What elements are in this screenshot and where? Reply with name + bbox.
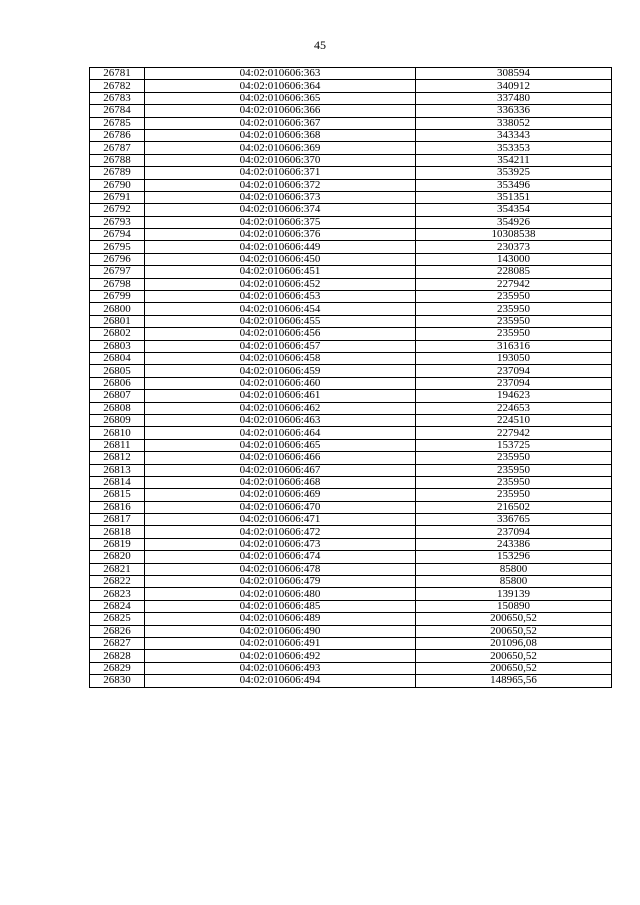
cadastral-value-cell: 235950 xyxy=(416,315,612,327)
row-number-cell: 26802 xyxy=(90,328,145,340)
cadastral-value-cell: 235950 xyxy=(416,303,612,315)
row-number-cell: 26785 xyxy=(90,117,145,129)
cadastral-value-cell: 336336 xyxy=(416,105,612,117)
cadastral-value-cell: 237094 xyxy=(416,365,612,377)
table-row xyxy=(90,142,612,154)
cadastral-number-cell: 04:02:010606:474 xyxy=(145,551,416,563)
cadastral-value-cell: 316316 xyxy=(416,340,612,352)
table-row xyxy=(90,452,612,464)
cadastral-value-cell: 354926 xyxy=(416,216,612,228)
row-number-cell: 26818 xyxy=(90,526,145,538)
row-number-cell: 26822 xyxy=(90,576,145,588)
page-number: 45 xyxy=(314,38,326,52)
cadastral-number-cell: 04:02:010606:451 xyxy=(145,266,416,278)
row-number-cell: 26806 xyxy=(90,377,145,389)
table-row xyxy=(90,551,612,563)
row-number-cell: 26808 xyxy=(90,402,145,414)
cadastral-number-cell: 04:02:010606:478 xyxy=(145,563,416,575)
row-number-cell: 26795 xyxy=(90,241,145,253)
row-number-cell: 26825 xyxy=(90,613,145,625)
table-row xyxy=(90,92,612,104)
cadastral-number-cell: 04:02:010606:372 xyxy=(145,179,416,191)
cadastral-value-cell: 139139 xyxy=(416,588,612,600)
cadastral-value-cell: 230373 xyxy=(416,241,612,253)
row-number-cell: 26813 xyxy=(90,464,145,476)
cadastral-value-cell: 235950 xyxy=(416,489,612,501)
table-row xyxy=(90,439,612,451)
cadastral-value-cell: 143000 xyxy=(416,253,612,265)
row-number-cell: 26819 xyxy=(90,538,145,550)
cadastral-value-cell: 308594 xyxy=(416,68,612,80)
table-row xyxy=(90,464,612,476)
table-row xyxy=(90,253,612,265)
cadastral-value-cell: 237094 xyxy=(416,377,612,389)
row-number-cell: 26829 xyxy=(90,662,145,674)
cadastral-value-cell: 353925 xyxy=(416,167,612,179)
cadastral-number-cell: 04:02:010606:460 xyxy=(145,377,416,389)
cadastral-value-cell: 153725 xyxy=(416,439,612,451)
cadastral-value-cell: 237094 xyxy=(416,526,612,538)
row-number-cell: 26803 xyxy=(90,340,145,352)
table-row xyxy=(90,613,612,625)
cadastral-number-cell: 04:02:010606:463 xyxy=(145,414,416,426)
table-row xyxy=(90,204,612,216)
row-number-cell: 26830 xyxy=(90,675,145,687)
row-number-cell: 26809 xyxy=(90,414,145,426)
row-number-cell: 26805 xyxy=(90,365,145,377)
row-number-cell: 26797 xyxy=(90,266,145,278)
cadastral-number-cell: 04:02:010606:373 xyxy=(145,191,416,203)
cadastral-value-cell: 224653 xyxy=(416,402,612,414)
cadastral-value-cell: 85800 xyxy=(416,576,612,588)
cadastral-value-cell: 10308538 xyxy=(416,229,612,241)
cadastral-value-cell: 228085 xyxy=(416,266,612,278)
cadastral-number-cell: 04:02:010606:466 xyxy=(145,452,416,464)
row-number-cell: 26790 xyxy=(90,179,145,191)
table-row xyxy=(90,489,612,501)
cadastral-value-cell: 336765 xyxy=(416,514,612,526)
cadastral-value-cell: 235950 xyxy=(416,476,612,488)
row-number-cell: 26788 xyxy=(90,154,145,166)
row-number-cell: 26784 xyxy=(90,105,145,117)
cadastral-value-cell: 235950 xyxy=(416,464,612,476)
row-number-cell: 26792 xyxy=(90,204,145,216)
cadastral-value-cell: 243386 xyxy=(416,538,612,550)
row-number-cell: 26782 xyxy=(90,80,145,92)
table-row xyxy=(90,303,612,315)
cadastral-value-cell: 235950 xyxy=(416,328,612,340)
row-number-cell: 26814 xyxy=(90,476,145,488)
table-row xyxy=(90,105,612,117)
cadastral-number-cell: 04:02:010606:489 xyxy=(145,613,416,625)
table-row xyxy=(90,129,612,141)
cadastral-value-cell: 216502 xyxy=(416,501,612,513)
row-number-cell: 26811 xyxy=(90,439,145,451)
row-number-cell: 26827 xyxy=(90,637,145,649)
table-row xyxy=(90,117,612,129)
cadastral-value-cell: 224510 xyxy=(416,414,612,426)
cadastral-number-cell: 04:02:010606:374 xyxy=(145,204,416,216)
table-body xyxy=(90,68,612,688)
row-number-cell: 26823 xyxy=(90,588,145,600)
cadastral-number-cell: 04:02:010606:464 xyxy=(145,427,416,439)
cadastral-number-cell: 04:02:010606:375 xyxy=(145,216,416,228)
table-row xyxy=(90,588,612,600)
cadastral-value-cell: 351351 xyxy=(416,191,612,203)
cadastral-number-cell: 04:02:010606:459 xyxy=(145,365,416,377)
cadastral-value-cell: 338052 xyxy=(416,117,612,129)
cadastral-number-cell: 04:02:010606:457 xyxy=(145,340,416,352)
cadastral-value-cell: 235950 xyxy=(416,291,612,303)
cadastral-number-cell: 04:02:010606:470 xyxy=(145,501,416,513)
cadastral-number-cell: 04:02:010606:465 xyxy=(145,439,416,451)
table-row xyxy=(90,229,612,241)
row-number-cell: 26812 xyxy=(90,452,145,464)
cadastral-number-cell: 04:02:010606:450 xyxy=(145,253,416,265)
table-row xyxy=(90,501,612,513)
cadastral-value-cell: 337480 xyxy=(416,92,612,104)
row-number-cell: 26826 xyxy=(90,625,145,637)
table-row xyxy=(90,241,612,253)
row-number-cell: 26807 xyxy=(90,390,145,402)
cadastral-value-cell: 200650,52 xyxy=(416,613,612,625)
cadastral-number-cell: 04:02:010606:458 xyxy=(145,352,416,364)
row-number-cell: 26816 xyxy=(90,501,145,513)
cadastral-number-cell: 04:02:010606:467 xyxy=(145,464,416,476)
cadastral-value-cell: 194623 xyxy=(416,390,612,402)
table-row xyxy=(90,68,612,80)
row-number-cell: 26815 xyxy=(90,489,145,501)
cadastral-value-cell: 153296 xyxy=(416,551,612,563)
cadastral-number-cell: 04:02:010606:479 xyxy=(145,576,416,588)
cadastral-number-cell: 04:02:010606:365 xyxy=(145,92,416,104)
cadastral-value-cell: 354211 xyxy=(416,154,612,166)
table-row xyxy=(90,650,612,662)
table-row xyxy=(90,377,612,389)
table-row xyxy=(90,278,612,290)
row-number-cell: 26796 xyxy=(90,253,145,265)
cadastral-number-cell: 04:02:010606:369 xyxy=(145,142,416,154)
cadastral-value-cell: 150890 xyxy=(416,600,612,612)
cadastral-number-cell: 04:02:010606:472 xyxy=(145,526,416,538)
table-row xyxy=(90,365,612,377)
row-number-cell: 26781 xyxy=(90,68,145,80)
cadastral-number-cell: 04:02:010606:454 xyxy=(145,303,416,315)
row-number-cell: 26799 xyxy=(90,291,145,303)
cadastral-value-cell: 343343 xyxy=(416,129,612,141)
cadastral-number-cell: 04:02:010606:468 xyxy=(145,476,416,488)
table-row xyxy=(90,526,612,538)
row-number-cell: 26817 xyxy=(90,514,145,526)
table-row xyxy=(90,637,612,649)
table-row xyxy=(90,167,612,179)
cadastral-number-cell: 04:02:010606:494 xyxy=(145,675,416,687)
table-row xyxy=(90,390,612,402)
cadastral-value-cell: 227942 xyxy=(416,278,612,290)
row-number-cell: 26820 xyxy=(90,551,145,563)
row-number-cell: 26789 xyxy=(90,167,145,179)
row-number-cell: 26793 xyxy=(90,216,145,228)
table-row xyxy=(90,352,612,364)
table-row xyxy=(90,662,612,674)
cadastral-number-cell: 04:02:010606:366 xyxy=(145,105,416,117)
table-row xyxy=(90,266,612,278)
table-row xyxy=(90,179,612,191)
cadastral-value-cell: 340912 xyxy=(416,80,612,92)
row-number-cell: 26801 xyxy=(90,315,145,327)
table-row xyxy=(90,154,612,166)
cadastral-number-cell: 04:02:010606:493 xyxy=(145,662,416,674)
cadastral-number-cell: 04:02:010606:368 xyxy=(145,129,416,141)
cadastral-value-cell: 201096,08 xyxy=(416,637,612,649)
cadastral-number-cell: 04:02:010606:455 xyxy=(145,315,416,327)
row-number-cell: 26810 xyxy=(90,427,145,439)
cadastral-value-cell: 193050 xyxy=(416,352,612,364)
cadastral-value-cell: 353353 xyxy=(416,142,612,154)
row-number-cell: 26783 xyxy=(90,92,145,104)
table-row xyxy=(90,315,612,327)
table-row xyxy=(90,216,612,228)
cadastral-number-cell: 04:02:010606:473 xyxy=(145,538,416,550)
table-row xyxy=(90,328,612,340)
cadastral-value-cell: 235950 xyxy=(416,452,612,464)
row-number-cell: 26798 xyxy=(90,278,145,290)
cadastral-value-cell: 227942 xyxy=(416,427,612,439)
table-row xyxy=(90,675,612,687)
cadastral-value-cell: 148965,56 xyxy=(416,675,612,687)
table-row xyxy=(90,414,612,426)
cadastral-value-cell: 85800 xyxy=(416,563,612,575)
cadastral-number-cell: 04:02:010606:469 xyxy=(145,489,416,501)
table-row xyxy=(90,291,612,303)
row-number-cell: 26786 xyxy=(90,129,145,141)
table-row xyxy=(90,576,612,588)
row-number-cell: 26787 xyxy=(90,142,145,154)
cadastral-value-table xyxy=(89,67,612,688)
cadastral-number-cell: 04:02:010606:449 xyxy=(145,241,416,253)
cadastral-number-cell: 04:02:010606:462 xyxy=(145,402,416,414)
cadastral-number-cell: 04:02:010606:485 xyxy=(145,600,416,612)
row-number-cell: 26804 xyxy=(90,352,145,364)
table-row xyxy=(90,600,612,612)
row-number-cell: 26800 xyxy=(90,303,145,315)
table-row xyxy=(90,402,612,414)
table-row xyxy=(90,191,612,203)
cadastral-value-cell: 354354 xyxy=(416,204,612,216)
table-row xyxy=(90,476,612,488)
cadastral-number-cell: 04:02:010606:492 xyxy=(145,650,416,662)
table-row xyxy=(90,80,612,92)
row-number-cell: 26791 xyxy=(90,191,145,203)
cadastral-number-cell: 04:02:010606:471 xyxy=(145,514,416,526)
cadastral-number-cell: 04:02:010606:490 xyxy=(145,625,416,637)
table-row xyxy=(90,340,612,352)
row-number-cell: 26828 xyxy=(90,650,145,662)
cadastral-number-cell: 04:02:010606:376 xyxy=(145,229,416,241)
cadastral-number-cell: 04:02:010606:367 xyxy=(145,117,416,129)
table-row xyxy=(90,427,612,439)
cadastral-value-cell: 200650,52 xyxy=(416,625,612,637)
cadastral-number-cell: 04:02:010606:491 xyxy=(145,637,416,649)
cadastral-number-cell: 04:02:010606:480 xyxy=(145,588,416,600)
cadastral-number-cell: 04:02:010606:371 xyxy=(145,167,416,179)
cadastral-number-cell: 04:02:010606:364 xyxy=(145,80,416,92)
cadastral-value-cell: 200650,52 xyxy=(416,650,612,662)
row-number-cell: 26824 xyxy=(90,600,145,612)
cadastral-number-cell: 04:02:010606:453 xyxy=(145,291,416,303)
row-number-cell: 26821 xyxy=(90,563,145,575)
table-row xyxy=(90,563,612,575)
cadastral-number-cell: 04:02:010606:370 xyxy=(145,154,416,166)
table-row xyxy=(90,514,612,526)
cadastral-number-cell: 04:02:010606:452 xyxy=(145,278,416,290)
cadastral-number-cell: 04:02:010606:461 xyxy=(145,390,416,402)
cadastral-value-cell: 353496 xyxy=(416,179,612,191)
table-row xyxy=(90,625,612,637)
table-row xyxy=(90,538,612,550)
row-number-cell: 26794 xyxy=(90,229,145,241)
cadastral-number-cell: 04:02:010606:363 xyxy=(145,68,416,80)
cadastral-value-cell: 200650,52 xyxy=(416,662,612,674)
cadastral-number-cell: 04:02:010606:456 xyxy=(145,328,416,340)
